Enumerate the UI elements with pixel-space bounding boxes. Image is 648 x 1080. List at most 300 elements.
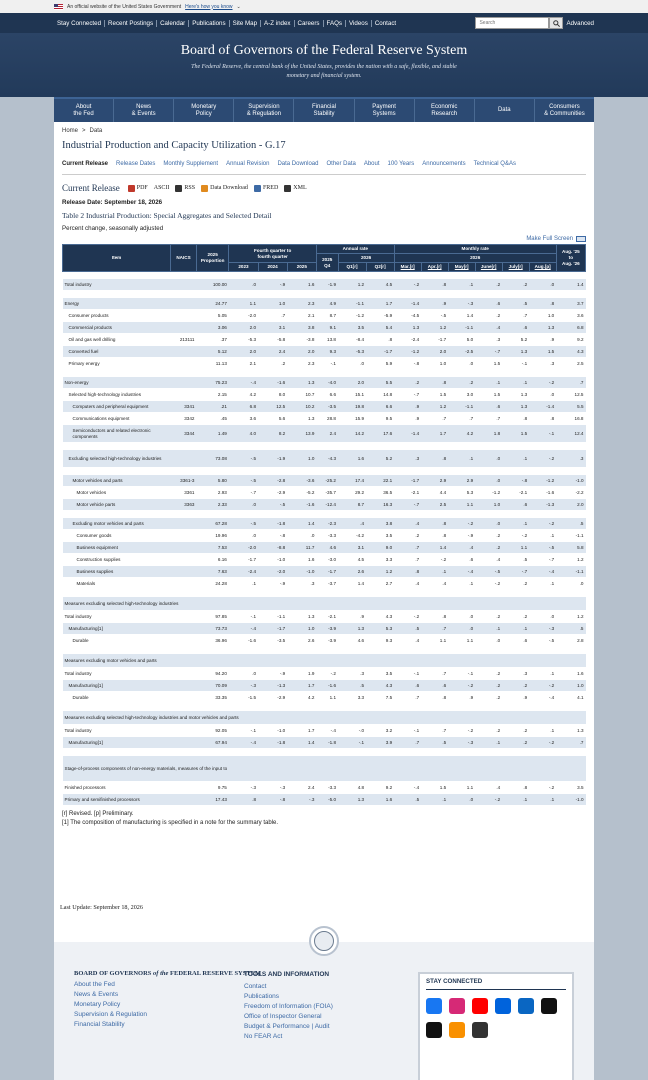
value-cell: -.9	[258, 279, 287, 291]
col-2024: 2024	[258, 263, 287, 272]
value-cell: .4	[394, 635, 421, 647]
row-label: Semiconductors and related electronic components	[63, 425, 171, 443]
value-cell: -.7	[394, 389, 421, 401]
site-title[interactable]: Board of Governors of the Federal Reserve System	[180, 43, 468, 58]
value-cell: -1.1	[258, 611, 287, 623]
value-cell: .8	[421, 530, 448, 542]
value-cell: 5.3	[366, 623, 394, 635]
col-q1-r: Q1[r]	[338, 263, 366, 272]
row-naics	[171, 794, 197, 806]
footer-link-monetary-policy[interactable]: Monetary Policy	[74, 1001, 121, 1008]
release-link-pdf[interactable]	[128, 185, 148, 192]
footer-tools-column	[244, 970, 333, 1042]
table-row	[63, 425, 586, 443]
value-cell: -1.1	[448, 401, 475, 413]
value-cell: 2.5	[556, 358, 585, 370]
value-cell: .2	[475, 310, 502, 322]
value-cell: .4	[448, 542, 475, 554]
value-cell: -.4	[529, 566, 556, 578]
value-cell: 4.2	[287, 692, 316, 704]
footer-link-freedom-of-information-foia[interactable]: Freedom of Information (FOIA)	[244, 1003, 333, 1010]
value-cell: 2.0	[229, 346, 258, 358]
value-cell: 97.85	[196, 611, 228, 623]
value-cell: .8	[502, 413, 529, 425]
tab-data-download[interactable]: Data Download	[277, 161, 319, 167]
value-cell: -.2	[316, 668, 338, 680]
page-title: Industrial Production and Capacity Utilization - G.17	[62, 140, 286, 151]
value-cell: -2.0	[258, 566, 287, 578]
value-cell: -1.0	[258, 725, 287, 737]
value-cell: -4.3	[316, 450, 338, 468]
release-link-label: XML	[293, 185, 307, 191]
tab-announcements[interactable]: Announcements	[422, 161, 466, 167]
value-cell: 2.1	[287, 310, 316, 322]
advanced-search-link[interactable]: Advanced	[566, 19, 594, 27]
release-link-xml[interactable]	[284, 185, 306, 192]
instagram-icon[interactable]	[449, 998, 465, 1014]
row-naics	[171, 692, 197, 704]
value-cell: 15.9	[338, 413, 366, 425]
value-cell: -5.9	[366, 310, 394, 322]
tab-release-dates[interactable]: Release Dates	[116, 161, 156, 167]
value-cell: 1.1	[448, 499, 475, 511]
value-cell: -.2	[529, 680, 556, 692]
value-cell: 7.5	[366, 692, 394, 704]
table-row	[63, 298, 586, 310]
row-naics	[171, 322, 197, 334]
value-cell: -3.5	[316, 401, 338, 413]
footer-link-about-the-fed[interactable]: About the Fed	[74, 981, 115, 988]
value-cell: -5.3	[338, 346, 366, 358]
value-cell: 3.6	[229, 413, 258, 425]
top-nav-site-map[interactable]: Site Map	[230, 20, 261, 27]
main-nav-financial-stability[interactable]: Financial Stability	[294, 99, 354, 122]
table-row	[63, 623, 586, 635]
footer-link-publications[interactable]: Publications	[244, 993, 280, 1000]
facebook-icon[interactable]	[426, 998, 442, 1014]
value-cell: .2	[394, 530, 421, 542]
value-cell: -2.5	[448, 346, 475, 358]
footer-link-supervision-regulation[interactable]: Supervision & Regulation	[74, 1011, 147, 1018]
search-button[interactable]	[549, 17, 563, 29]
table-row	[63, 711, 586, 725]
value-cell: .7	[421, 413, 448, 425]
value-cell: -1.7	[421, 334, 448, 346]
row-label: Finished processors	[63, 782, 171, 794]
value-cell: -1.0	[556, 475, 585, 487]
value-cell: 9.2	[366, 782, 394, 794]
release-link-data-download[interactable]	[201, 185, 248, 192]
value-cell: -.0	[338, 725, 366, 737]
value-cell: 1.3	[529, 322, 556, 334]
value-cell: .9	[502, 692, 529, 704]
col-july-r: July[r]	[502, 263, 529, 272]
table-row	[63, 611, 586, 623]
spacer-row	[63, 291, 586, 298]
value-cell: 1.49	[196, 425, 228, 443]
value-cell: -.5	[529, 635, 556, 647]
value-cell: .2	[502, 611, 529, 623]
top-nav-stay-connected[interactable]: Stay Connected	[54, 20, 105, 27]
value-cell: 5.2	[502, 334, 529, 346]
top-nav-recent-postings[interactable]: Recent Postings	[105, 20, 157, 27]
table-subtitle: Percent change, seasonally adjusted	[62, 225, 164, 232]
value-cell: 1.1	[448, 782, 475, 794]
value-cell: -2.4	[394, 334, 421, 346]
value-cell: .3	[394, 450, 421, 468]
value-cell: -.7	[475, 346, 502, 358]
value-cell: .4	[475, 322, 502, 334]
value-cell: 2.4	[287, 782, 316, 794]
value-cell: .0	[229, 279, 258, 291]
value-cell: 8.7	[338, 499, 366, 511]
value-cell: 10.7	[287, 389, 316, 401]
value-cell: 1.0	[421, 358, 448, 370]
top-nav-faqs[interactable]: FAQs	[324, 20, 346, 27]
value-cell: .1	[502, 623, 529, 635]
row-label: Excluding motor vehicles and parts	[63, 518, 171, 530]
value-cell: 1.3	[338, 623, 366, 635]
linkedin-icon[interactable]	[518, 998, 534, 1014]
footer-tools-heading: TOOLS AND INFORMATION	[244, 971, 330, 978]
value-cell: 9.5	[366, 413, 394, 425]
footer-link-no-fear-act[interactable]: No FEAR Act	[244, 1033, 283, 1040]
row-naics	[171, 635, 197, 647]
value-cell: 2.1	[229, 358, 258, 370]
value-cell: .3	[529, 358, 556, 370]
spacer-cell	[63, 272, 586, 279]
value-cell: .4	[394, 578, 421, 590]
value-cell: 4.3	[366, 680, 394, 692]
row-naics	[171, 358, 197, 370]
breadcrumb-separator: >	[82, 128, 86, 134]
value-cell: -.7	[502, 566, 529, 578]
breadcrumb-home[interactable]: Home	[62, 128, 79, 134]
value-cell: 11.7	[287, 542, 316, 554]
table-title: Table 2 Industrial Production: Special Aggregates and Selected Detail	[62, 211, 272, 220]
value-cell: .21	[196, 401, 228, 413]
value-cell: -.2	[529, 518, 556, 530]
footer-link-contact[interactable]: Contact	[244, 983, 267, 990]
top-nav-careers[interactable]: Careers	[295, 20, 324, 27]
value-cell: -3.9	[316, 623, 338, 635]
youtube-icon[interactable]	[472, 998, 488, 1014]
value-cell: 5.2	[366, 450, 394, 468]
row-label: Computers and peripheral equipment	[63, 401, 171, 413]
value-cell: 1.7	[287, 725, 316, 737]
value-cell: 6.8	[229, 401, 258, 413]
tab-about[interactable]: About	[363, 161, 380, 167]
fred-icon	[254, 185, 261, 192]
value-cell: 24.77	[196, 298, 228, 310]
row-naics	[171, 389, 197, 401]
value-cell: 29.2	[338, 487, 366, 499]
value-cell: -.5	[229, 518, 258, 530]
value-cell: 4.0	[229, 425, 258, 443]
row-naics: 3342	[171, 413, 197, 425]
row-label: Excluding selected high-technology industries	[63, 450, 171, 468]
email-icon[interactable]	[472, 1022, 488, 1038]
value-cell: .5	[556, 518, 585, 530]
value-cell: 2.3	[287, 358, 316, 370]
table-row	[63, 310, 586, 322]
value-cell: .0	[529, 389, 556, 401]
value-cell: -.7	[394, 499, 421, 511]
value-cell: 11.13	[196, 358, 228, 370]
value-cell: -1.6	[258, 377, 287, 389]
value-cell: 1.0	[529, 310, 556, 322]
search-box	[475, 17, 594, 29]
value-cell: -.5	[529, 542, 556, 554]
value-cell: 4.3	[366, 611, 394, 623]
value-cell: -.3	[229, 782, 258, 794]
value-cell: .8	[421, 518, 448, 530]
release-link-fred[interactable]	[254, 185, 278, 192]
value-cell: 5.80	[196, 475, 228, 487]
main-nav-news-events[interactable]: News & Events	[114, 99, 174, 122]
value-cell: .0	[556, 578, 585, 590]
row-label: Durable	[63, 692, 171, 704]
value-cell: 3.8	[366, 518, 394, 530]
top-nav-calendar[interactable]: Calendar	[157, 20, 189, 27]
value-cell: -.2	[421, 554, 448, 566]
value-cell: 3.5	[556, 782, 585, 794]
value-cell: 8.2	[258, 425, 287, 443]
main-nav-monetary-policy[interactable]: Monetary Policy	[174, 99, 234, 122]
spacer-row	[63, 511, 586, 518]
value-cell: -.1	[394, 725, 421, 737]
value-cell: .3	[475, 334, 502, 346]
us-flag-icon	[54, 4, 63, 10]
footer-link-budget-performance-audit[interactable]: Budget & Performance | Audit	[244, 1023, 330, 1030]
pdf-icon	[128, 185, 135, 192]
value-cell: 12.4	[556, 425, 585, 443]
table-body	[63, 272, 586, 806]
tab-current-release[interactable]: Current Release	[62, 161, 109, 167]
value-cell: .0	[448, 358, 475, 370]
tab-technical-q-as[interactable]: Technical Q&As	[473, 161, 516, 167]
value-cell: 6.6	[366, 401, 394, 413]
row-label: Manufacturing[1]	[63, 623, 171, 635]
value-cell: -8.4	[338, 334, 366, 346]
value-cell: 1.7	[287, 680, 316, 692]
value-cell: .0	[448, 623, 475, 635]
value-cell: 17.43	[196, 794, 228, 806]
value-cell: 1.0	[556, 680, 585, 692]
top-nav-videos[interactable]: Videos	[346, 20, 372, 27]
row-label: Total industry	[63, 668, 171, 680]
value-cell: -1.6	[529, 487, 556, 499]
value-cell: .1	[502, 518, 529, 530]
value-cell: .4	[394, 518, 421, 530]
flickr-icon[interactable]	[495, 998, 511, 1014]
value-cell: 2.0	[229, 322, 258, 334]
col-2025-q4: 2025 Q4	[316, 254, 338, 272]
value-cell: -.1	[448, 668, 475, 680]
main-nav-about-the-fed[interactable]: About the Fed	[54, 99, 114, 122]
value-cell: 5.6	[258, 413, 287, 425]
value-cell: 1.2	[338, 279, 366, 291]
value-cell: 1.6	[338, 450, 366, 468]
top-nav-links	[54, 20, 399, 27]
value-cell: 4.2	[448, 425, 475, 443]
value-cell: -2.1	[316, 611, 338, 623]
value-cell: -.4	[316, 725, 338, 737]
col-2023: 2023	[229, 263, 258, 272]
threads-icon[interactable]	[541, 998, 557, 1014]
value-cell: -3.3	[316, 530, 338, 542]
tab-monthly-supplement[interactable]: Monthly Supplement	[163, 161, 219, 167]
value-cell: .6	[502, 635, 529, 647]
row-label: Motor vehicles	[63, 487, 171, 499]
main-nav-supervision-regulation[interactable]: Supervision & Regulation	[234, 99, 294, 122]
value-cell: .3	[502, 668, 529, 680]
value-cell: -.2	[448, 680, 475, 692]
search-input[interactable]	[475, 17, 549, 29]
value-cell: -.4	[529, 692, 556, 704]
top-nav-a-z-index[interactable]: A-Z index	[261, 20, 294, 27]
value-cell: .1	[502, 377, 529, 389]
value-cell: 4.6	[338, 635, 366, 647]
row-naics: 3361-3	[171, 475, 197, 487]
table-row	[63, 725, 586, 737]
release-link-ascii[interactable]	[154, 185, 170, 191]
breadcrumb-current[interactable]: Data	[89, 128, 103, 134]
top-nav-contact[interactable]: Contact	[374, 19, 397, 27]
table-row	[63, 668, 586, 680]
value-cell: -1.4	[529, 401, 556, 413]
value-cell: .0	[529, 611, 556, 623]
value-cell: 6.6	[316, 389, 338, 401]
value-cell: 2.15	[196, 389, 228, 401]
value-cell: .0	[475, 518, 502, 530]
value-cell: -.3	[258, 782, 287, 794]
value-cell: -1.8	[258, 737, 287, 749]
value-cell: 13.9	[287, 425, 316, 443]
tab-annual-revision[interactable]: Annual Revision	[226, 161, 270, 167]
value-cell: -.3	[287, 794, 316, 806]
spacer-cell	[63, 468, 586, 475]
row-label: Converted fuel	[63, 346, 171, 358]
value-cell: 13.8	[316, 334, 338, 346]
value-cell: -.4	[229, 737, 258, 749]
value-cell: 4.4	[421, 487, 448, 499]
value-cell: 2.3	[287, 298, 316, 310]
value-cell: 8.7	[316, 310, 338, 322]
main-nav-data[interactable]: Data	[475, 99, 535, 122]
value-cell: .4	[421, 578, 448, 590]
value-cell: 7.53	[196, 542, 228, 554]
row-label: Motor vehicles and parts	[63, 475, 171, 487]
table-row	[63, 322, 586, 334]
value-cell: -1.1	[338, 298, 366, 310]
spacer-row	[63, 749, 586, 756]
rss-icon[interactable]	[449, 1022, 465, 1038]
value-cell: 6.16	[196, 554, 228, 566]
value-cell: 1.5	[475, 389, 502, 401]
top-nav-publications[interactable]: Publications	[189, 20, 229, 27]
value-cell: -.4	[394, 782, 421, 794]
value-cell: .7	[556, 737, 585, 749]
release-link-rss[interactable]	[175, 185, 195, 192]
x-icon[interactable]	[426, 1022, 442, 1038]
value-cell: -.2	[448, 518, 475, 530]
row-label: Oil and gas well drilling	[63, 334, 171, 346]
col-item: Item	[63, 245, 171, 272]
chevron-down-icon[interactable]: ⌄	[236, 3, 241, 10]
section-label: Stage-of-process components of non-energy materials, measures of the input to	[63, 756, 586, 782]
search-icon	[553, 20, 560, 27]
value-cell: .2	[502, 725, 529, 737]
value-cell: 2.93	[196, 487, 228, 499]
col-fourth-quarter-group: Fourth quarter to fourth quarter	[229, 245, 317, 263]
row-naics	[171, 518, 197, 530]
row-label: Durable	[63, 635, 171, 647]
value-cell: .6	[448, 554, 475, 566]
value-cell: 9.2	[556, 334, 585, 346]
value-cell: -2.1	[502, 487, 529, 499]
spacer-row	[63, 443, 586, 450]
tab-100-years[interactable]: 100 Years	[387, 161, 415, 167]
footer-link-financial-stability[interactable]: Financial Stability	[74, 1021, 125, 1028]
tab-other-data[interactable]: Other Data	[326, 161, 356, 167]
value-cell: -.5	[229, 475, 258, 487]
value-cell: .1	[529, 530, 556, 542]
value-cell: 73.73	[196, 623, 228, 635]
value-cell: -1.2	[529, 475, 556, 487]
table-row	[63, 566, 586, 578]
value-cell: -1.1	[556, 566, 585, 578]
heres-how-link[interactable]: Here's how you know	[185, 3, 233, 10]
make-full-screen-link[interactable]	[62, 236, 586, 242]
row-naics: 3341	[171, 401, 197, 413]
value-cell: .3	[338, 668, 366, 680]
main-nav-economic-research[interactable]: Economic Research	[415, 99, 475, 122]
table-row	[63, 389, 586, 401]
value-cell: 4.2	[229, 389, 258, 401]
value-cell: 1.3	[394, 322, 421, 334]
main-nav-consumers-communities[interactable]: Consumers & Communities	[544, 103, 585, 117]
value-cell: .6	[502, 499, 529, 511]
row-label: Total industry	[63, 611, 171, 623]
table-row	[63, 475, 586, 487]
value-cell: -.7	[229, 487, 258, 499]
row-naics	[171, 450, 197, 468]
value-cell: .8	[366, 334, 394, 346]
value-cell: 3.9	[366, 737, 394, 749]
row-naics	[171, 578, 197, 590]
value-cell: 3.5	[338, 322, 366, 334]
main-nav-payment-systems[interactable]: Payment Systems	[355, 99, 415, 122]
value-cell: 1.5	[502, 425, 529, 443]
value-cell: -1.0	[287, 566, 316, 578]
value-cell: -2.8	[258, 475, 287, 487]
value-cell: 3.5	[366, 668, 394, 680]
row-label: Consumer products	[63, 310, 171, 322]
footer-link-office-of-inspector-general[interactable]: Office of Inspector General	[244, 1013, 322, 1020]
value-cell: -1.2	[394, 346, 421, 358]
masthead	[0, 33, 648, 97]
value-cell: 1.5	[421, 389, 448, 401]
spacer-cell	[63, 590, 586, 597]
value-cell: 1.4	[287, 518, 316, 530]
value-cell: 2.0	[287, 346, 316, 358]
release-link-label: RSS	[184, 185, 196, 191]
row-label: Business supplies	[63, 566, 171, 578]
value-cell: .7	[421, 725, 448, 737]
value-cell: -3.3	[316, 782, 338, 794]
footer-link-news-events[interactable]: News & Events	[74, 991, 119, 998]
